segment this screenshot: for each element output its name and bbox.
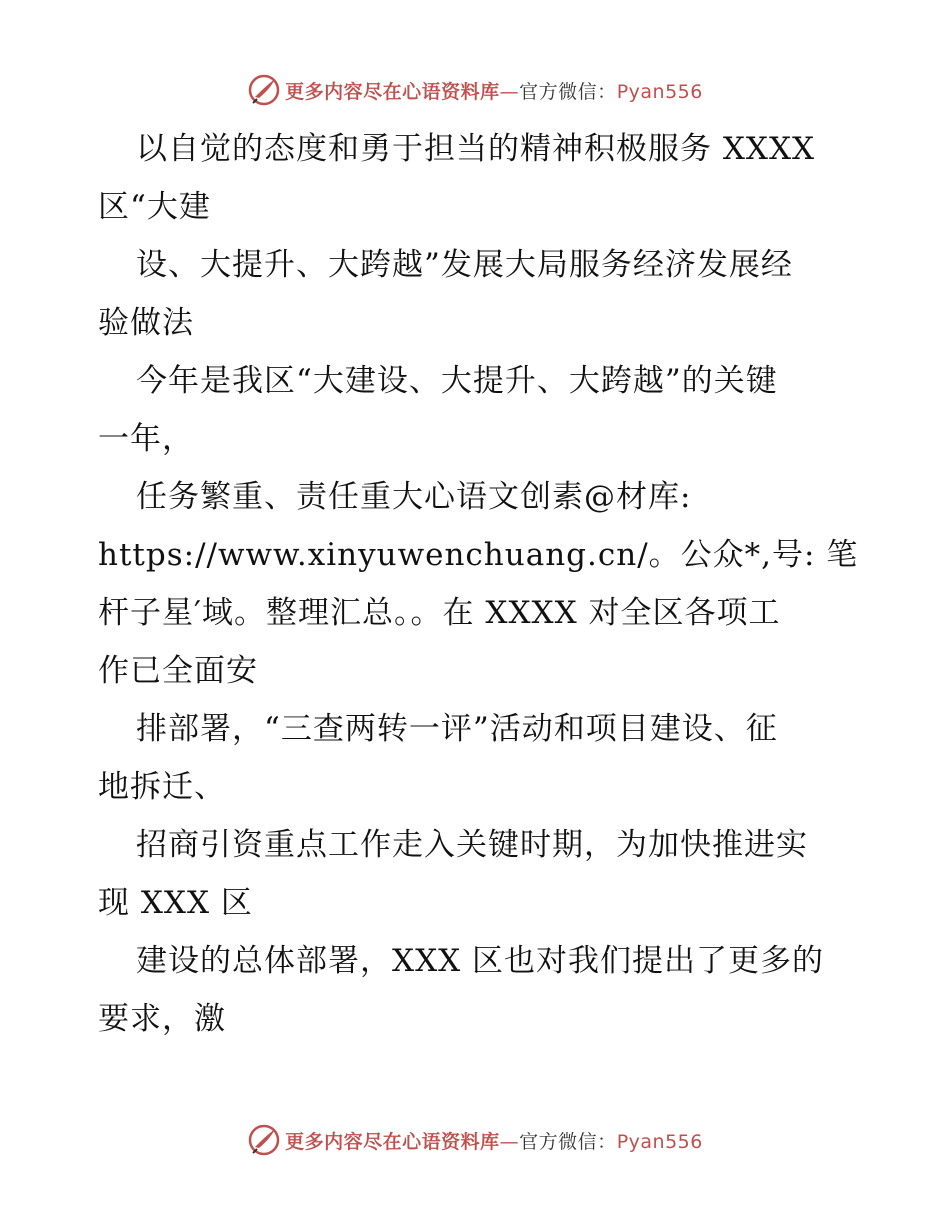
- text-line: 任务繁重、责任重大心语文创素@材库:: [136, 479, 692, 515]
- watermark-text: [285, 1127, 703, 1154]
- footer-watermark: [0, 1120, 950, 1160]
- quill-logo-icon: [247, 73, 281, 107]
- text-line: 杆子星′域。整理汇总。。在 XXXX 对全区各项工: [98, 595, 781, 631]
- text-line: 招商引资重点工作走入关键时期，为加快推进实: [136, 827, 808, 863]
- text-line: 作已全面安: [98, 653, 258, 689]
- watermark-wechat-id: Pyan556: [616, 1130, 703, 1153]
- watermark-separator: —: [499, 80, 520, 103]
- watermark-wechat-id: Pyan556: [616, 80, 703, 103]
- text-line: 现 XXX 区: [98, 885, 253, 921]
- header-watermark: [0, 70, 950, 110]
- text-line: https://www.xinyuwenchuang.cn/。公众*,号: 笔: [98, 537, 859, 573]
- quill-logo-icon: [247, 1123, 281, 1157]
- text-line: 排部署，“三查两转一评”活动和项目建设、征: [136, 711, 778, 747]
- text-line: 区“大建: [98, 189, 211, 225]
- text-line: 验做法: [98, 305, 194, 341]
- watermark-main: 更多内容尽在心语资料库: [285, 1130, 500, 1153]
- watermark-wechat-label: 官方微信：: [519, 80, 617, 103]
- watermark-wechat-label: 官方微信：: [519, 1130, 617, 1153]
- text-line: 要求，激: [98, 1001, 226, 1037]
- watermark-main: 更多内容尽在心语资料库: [285, 80, 500, 103]
- document-body: [98, 120, 858, 1048]
- text-line: 设、大提升、大跨越”发展大局服务经济发展经: [136, 247, 793, 283]
- text-line: 地拆迁、: [98, 769, 226, 805]
- watermark-text: [285, 77, 703, 104]
- text-line: 以自觉的态度和勇于担当的精神积极服务 XXXX: [136, 131, 816, 167]
- text-line: 一年，: [98, 421, 194, 457]
- text-line: 今年是我区“大建设、大提升、大跨越”的关键: [136, 363, 778, 399]
- watermark-separator: —: [499, 1130, 520, 1153]
- text-line: 建设的总体部署，XXX 区也对我们提出了更多的: [136, 943, 825, 979]
